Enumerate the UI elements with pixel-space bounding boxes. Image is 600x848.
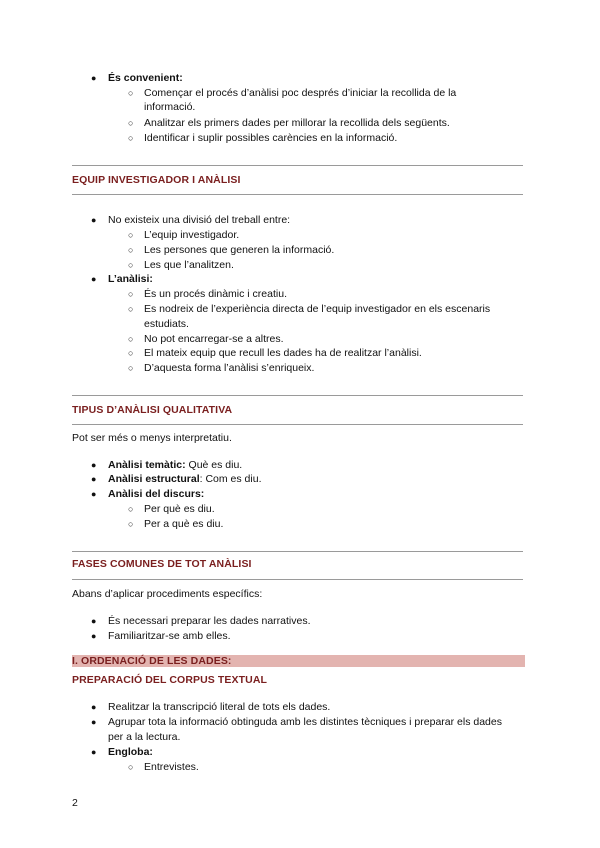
sub-list-item: Es nodreix de l’experiència directa de l’equip investigador en els escenaris xyxy=(144,303,491,315)
list-item: Anàlisi estructural: Com es diu. xyxy=(108,473,262,485)
bullet-circle-icon: ○ xyxy=(128,88,134,98)
list-item: Anàlisi temàtic: Què es diu. xyxy=(108,459,243,471)
bullet-circle-icon: ○ xyxy=(128,348,134,358)
section-heading: TIPUS D’ANÀLISI QUALITATIVA xyxy=(72,404,233,416)
sub-list-item: Les persones que generen la informació. xyxy=(144,244,335,256)
sub-list-item-cont: informació. xyxy=(144,101,196,113)
divider xyxy=(72,395,523,396)
bullet-disc-icon: ● xyxy=(91,489,97,499)
bullet-circle-icon: ○ xyxy=(128,519,134,529)
section-heading: FASES COMUNES DE TOT ANÀLISI xyxy=(72,558,252,570)
bullet-disc-icon: ● xyxy=(91,616,97,626)
bullet-circle-icon: ○ xyxy=(128,289,134,299)
bullet-circle-icon: ○ xyxy=(128,133,134,143)
sub-list-item: Les que l’analitzen. xyxy=(144,259,234,271)
bullet-disc-icon: ● xyxy=(91,274,97,284)
list-item: Anàlisi del discurs: xyxy=(108,488,205,500)
list-item-cont: per a la lectura. xyxy=(108,731,181,743)
list-item: Realitzar la transcripció literal de tots els dades. xyxy=(108,701,331,713)
divider xyxy=(72,579,523,580)
list-item-bold: És convenient: xyxy=(108,72,183,84)
sub-list-item: D’aquesta forma l’anàlisi s’enriqueix. xyxy=(144,362,315,374)
bullet-circle-icon: ○ xyxy=(128,230,134,240)
list-item: Agrupar tota la informació obtinguda amb les distintes tècniques i preparar els dades xyxy=(108,716,502,728)
sub-list-item: Entrevistes. xyxy=(144,761,199,773)
sub-list-item: No pot encarregar-se a altres. xyxy=(144,333,284,345)
list-item: Familiaritzar-se amb elles. xyxy=(108,630,231,642)
sub-list-item: Començar el procés d’anàlisi poc després d’iniciar la recollida de la xyxy=(144,87,457,99)
bullet-disc-icon: ● xyxy=(91,747,97,757)
list-item: És necessari preparar les dades narratives. xyxy=(108,615,311,627)
sub-heading: PREPARACIÓ DEL CORPUS TEXTUAL xyxy=(72,674,268,686)
bullet-circle-icon: ○ xyxy=(128,762,134,772)
bullet-disc-icon: ● xyxy=(91,73,97,83)
divider xyxy=(72,424,523,425)
bullet-disc-icon: ● xyxy=(91,215,97,225)
sub-list-item: El mateix equip que recull les dades ha de realitzar l’anàlisi. xyxy=(144,347,422,359)
divider xyxy=(72,551,523,552)
highlighted-heading: I. ORDENACIÓ DE LES DADES: xyxy=(72,655,232,667)
paragraph: Abans d’aplicar procediments específics: xyxy=(72,588,263,600)
section-heading: EQUIP INVESTIGADOR I ANÀLISI xyxy=(72,174,241,186)
bullet-disc-icon: ● xyxy=(91,474,97,484)
bullet-disc-icon: ● xyxy=(91,717,97,727)
bullet-circle-icon: ○ xyxy=(128,363,134,373)
list-item: No existeix una divisió del treball entre: xyxy=(108,214,291,226)
bullet-disc-icon: ● xyxy=(91,702,97,712)
list-item-bold: L’anàlisi: xyxy=(108,273,153,285)
sub-list-item: Identificar i suplir possibles carències en la informació. xyxy=(144,132,398,144)
sub-list-item: Per què es diu. xyxy=(144,503,215,515)
page-number: 2 xyxy=(72,797,78,809)
sub-list-item: Analitzar els primers dades per millorar la recollida dels següents. xyxy=(144,117,450,129)
bullet-disc-icon: ● xyxy=(91,460,97,470)
sub-list-item: És un procés dinàmic i creatiu. xyxy=(144,288,287,300)
divider xyxy=(72,194,523,195)
bullet-disc-icon: ● xyxy=(91,631,97,641)
sub-list-item: L’equip investigador. xyxy=(144,229,240,241)
sub-list-item: Per a què es diu. xyxy=(144,518,224,530)
bullet-circle-icon: ○ xyxy=(128,334,134,344)
paragraph: Pot ser més o menys interpretatiu. xyxy=(72,432,232,444)
bullet-circle-icon: ○ xyxy=(128,504,134,514)
sub-list-item-cont: estudiats. xyxy=(144,318,189,330)
list-item-bold: Engloba: xyxy=(108,746,153,758)
bullet-circle-icon: ○ xyxy=(128,304,134,314)
bullet-circle-icon: ○ xyxy=(128,245,134,255)
bullet-circle-icon: ○ xyxy=(128,260,134,270)
bullet-circle-icon: ○ xyxy=(128,118,134,128)
divider xyxy=(72,165,523,166)
